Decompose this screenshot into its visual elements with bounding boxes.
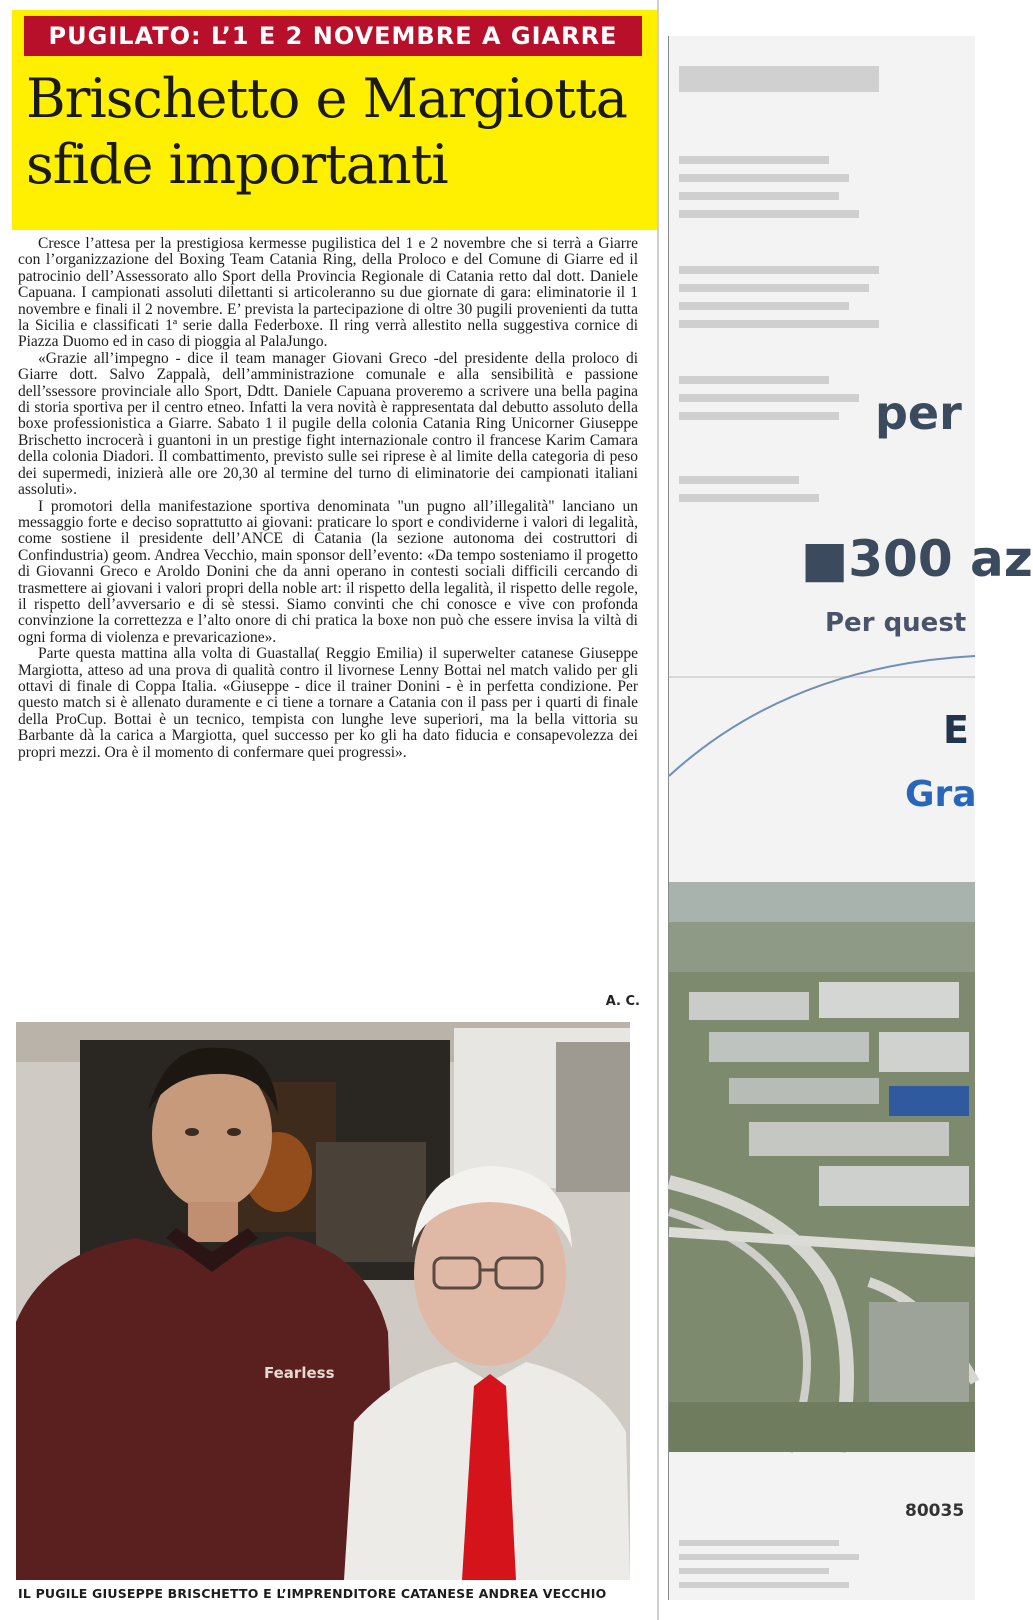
article-paragraph-1: Cresce l’attesa per la prestigiosa kermesse pugilistica del 1 e 2 novembre che si terrà a Giarre con l’organizzazione del Boxing Team Catania Ring, della Proloco e del Comune di Giarre ed il patrocinio dell’Assessorato allo Sport della Provincia Regionale di Catania retto dal dott. Daniele Capuana. I campionati assoluti dilettanti si articoleranno su due giornate di gara: eliminatorie il 1 novembre e finali il 2 novembre. E’ prevista la partecipazione di oltre 30 pugili provenienti da tutta la Sicilia e classificati 1ª serie dalla Federboxe. Il ring verrà allestito nella suggestiva cornice di Piazza Duomo ed in caso di pioggia al PalaJungo. bbox=[18, 235, 638, 351]
show-through-text-bottom bbox=[669, 1530, 975, 1600]
ad-letter-e: E bbox=[943, 708, 969, 752]
column-divider bbox=[657, 0, 659, 1620]
photo-caption: IL PUGILE GIUSEPPE BRISCHETTO E L’IMPRENDITORE CATANESE ANDREA VECCHIO bbox=[18, 1586, 607, 1601]
advertisement-column bbox=[668, 36, 1033, 1600]
article-headline bbox=[26, 66, 646, 198]
article-byline: A. C. bbox=[605, 994, 640, 1009]
shirt-print: Fearless bbox=[264, 1364, 335, 1382]
photo-illustration bbox=[16, 1022, 630, 1580]
article-body bbox=[18, 236, 638, 761]
ad-subheading: Per quest bbox=[825, 608, 967, 638]
article-paragraph-2: «Grazie all’impegno - dice il team manager Giovani Greco -del presidente della proloco di Giarre dott. Salvo Zappalà, dell’amministrazione comunale e alla sensibilità e passione dell’ssessore provinciale allo Sport, Ddtt. Daniele Capuana proveremo a scrivere una bella pagina di storia sportiva per il centro etneo. Infatti la vera novità è rappresentata dal debutto assoluto della boxe professionistica a Giarre. Sabato 1 il pugile della colonia Catania Ring Unicorner Giuseppe Brischetto incrocerà i guantoni in un prestige fight internazionale contro il francese Karim Camara della colonia Diadori. Il combattimento, previsto sulle sei riprese è al limite della categoria di peso dei supermedi, inizierà alle ore 20,30 al termine del turno di eliminatorie dei campionati italiani assoluti». bbox=[18, 349, 638, 499]
ad-code: 80035 bbox=[905, 1501, 965, 1521]
article-photo bbox=[16, 1022, 630, 1580]
ad-heading-per: per bbox=[875, 386, 962, 440]
article-paragraph-4: Parte questa mattina alla volta di Guastalla( Reggio Emilia) il superwelter catanese Giuseppe Margiotta, atteso ad una prova di qualità contro il livornese Lenny Bottai nel match valido per gli ottavi di finale di Coppa Italia. «Giuseppe - dice il trainer Donini - è in perfetta condizione. Per questo match si è allenato duramente e ci tiene a tornare a Catania con il pass per i quarti di finale della ProCup. Bottai è un tecnico, tempista con lunghe leve superiori, ma la bella vittoria su Barbante dà la carica a Margiotta, quel successo per ko gli ha dato fiducia e consapevolezza dei propri mezzi. Ora è il momento di confermare quei progressi». bbox=[18, 645, 638, 761]
aerial-photo bbox=[669, 882, 975, 1452]
ad-swoosh bbox=[669, 646, 975, 786]
show-through-text bbox=[669, 36, 975, 596]
headline-line-2: sfide importanti bbox=[26, 133, 448, 196]
kicker-banner: PUGILATO: L’1 E 2 NOVEMBRE A GIARRE bbox=[24, 16, 642, 56]
ad-number: ■300 az bbox=[801, 530, 1033, 588]
article-paragraph-3: I promotori della manifestazione sportiva denominata "un pugno all’illegalità" lanciano un messaggio forte e deciso soprattutto ai giovani: praticare lo sport e condividerne i valori di legalità, come sostiene il presidente dell’ANCE di Catania (la sezione autonoma dei costruttori di Confindustria) geom. Andrea Vecchio, main sponsor dell’evento: «Da tempo sosteniamo il progetto di Giovanni Greco e Aroldo Donini che da anni operano in contesti sociali difficili cercando di trasmettere ai giovani i valori propri della noble art: il rispetto della legalità, il rispetto delle regole, il rispetto dell’avversario e di sè stessi. Siamo convinti che chi conosce e vive con profonda convinzione la correttezza e l’alto onore di chi pratica la boxe non può che essere invisa la viltà di ogni forma di violenza e prevaricazione». bbox=[18, 497, 638, 646]
headline-line-1: Brischetto e Margiotta bbox=[26, 67, 627, 130]
aerial-illustration bbox=[669, 882, 975, 1452]
ad-blue-text: Gra bbox=[905, 774, 977, 815]
